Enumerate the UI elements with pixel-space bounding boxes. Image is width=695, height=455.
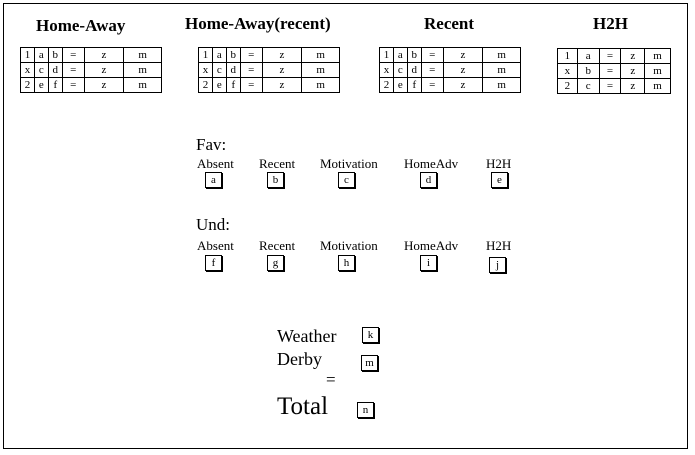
table-cell: b: [407, 48, 421, 63]
fav-factor-box-absent: a: [205, 172, 222, 188]
table-cell: m: [483, 78, 521, 93]
table-row: [199, 63, 340, 78]
table-cell: m: [483, 63, 521, 78]
fav-factor-box-homeadv: d: [420, 172, 437, 188]
und-factor-label-recent: Recent: [259, 238, 296, 253]
table-cell: e: [212, 78, 226, 93]
table-cell: m: [645, 79, 671, 94]
table-row: [199, 78, 340, 93]
table-cell: =: [421, 63, 443, 78]
table-cell: d: [48, 63, 62, 78]
table-cell: c: [577, 79, 599, 94]
und-factor-label-h2h: H2H: [486, 238, 512, 253]
weather-box: k: [362, 327, 379, 343]
table-cell: z: [84, 63, 124, 78]
table-cell: z: [443, 78, 483, 93]
fav-factor-box-recent: b: [267, 172, 284, 188]
table-row: [558, 79, 671, 94]
table-cell: 1: [380, 48, 394, 63]
equals-sign: =: [326, 370, 336, 389]
table-cell: m: [124, 78, 162, 93]
table-cell: z: [621, 79, 645, 94]
und-factor-box-recent: g: [267, 255, 284, 271]
fav-factor-label-homeadv: HomeAdv: [404, 156, 459, 171]
table-cell: e: [393, 78, 407, 93]
fav-title: Fav:: [196, 135, 227, 154]
table-row: [558, 49, 671, 64]
table-row: [380, 63, 521, 78]
table-cell: m: [124, 63, 162, 78]
table-cell: 2: [558, 79, 578, 94]
table-cell: c: [34, 63, 48, 78]
und-factor-label-motivation: Motivation: [320, 238, 378, 253]
table-cell: =: [240, 63, 262, 78]
table-cell: =: [599, 49, 621, 64]
table-cell: 1: [558, 49, 578, 64]
table-title-home-away: Home-Away: [36, 16, 126, 35]
table-h2h: [557, 48, 671, 94]
table-cell: z: [84, 48, 124, 63]
table-cell: x: [199, 63, 213, 78]
table-cell: 1: [199, 48, 213, 63]
table-cell: z: [443, 48, 483, 63]
table-cell: z: [262, 63, 302, 78]
derby-box: m: [361, 355, 378, 371]
table-cell: c: [393, 63, 407, 78]
fav-factor-box-motivation: c: [338, 172, 355, 188]
table-cell: m: [645, 64, 671, 79]
table-cell: =: [599, 79, 621, 94]
weather-label: Weather: [277, 326, 337, 346]
fav-factor-box-h2h: e: [491, 172, 508, 188]
total-box: n: [357, 402, 374, 418]
table-cell: 1: [21, 48, 35, 63]
und-factor-label-homeadv: HomeAdv: [404, 238, 459, 253]
table-cell: m: [124, 48, 162, 63]
table-cell: =: [421, 48, 443, 63]
table-cell: f: [48, 78, 62, 93]
table-cell: a: [577, 49, 599, 64]
table-cell: z: [262, 78, 302, 93]
table-home-away: [20, 47, 162, 93]
fav-factor-label-motivation: Motivation: [320, 156, 378, 171]
und-factor-box-absent: f: [205, 255, 222, 271]
table-cell: =: [240, 48, 262, 63]
table-row: [199, 48, 340, 63]
table-cell: a: [393, 48, 407, 63]
table-cell: m: [302, 78, 340, 93]
total-label: Total: [277, 393, 329, 420]
table-cell: 2: [21, 78, 35, 93]
table-cell: e: [34, 78, 48, 93]
table-title-recent: Recent: [424, 14, 475, 33]
table-recent: [379, 47, 521, 93]
table-cell: z: [84, 78, 124, 93]
table-cell: z: [262, 48, 302, 63]
table-cell: =: [62, 48, 84, 63]
table-cell: =: [240, 78, 262, 93]
und-factor-box-h2h: j: [489, 257, 506, 273]
table-cell: =: [421, 78, 443, 93]
table-cell: 2: [380, 78, 394, 93]
table-title-home-away-recent: Home-Away(recent): [185, 14, 331, 33]
table-row: [558, 64, 671, 79]
table-cell: c: [212, 63, 226, 78]
table-cell: f: [226, 78, 240, 93]
table-title-h2h: H2H: [593, 14, 628, 33]
table-cell: x: [558, 64, 578, 79]
table-home-away-recent: [198, 47, 340, 93]
table-row: [21, 63, 162, 78]
fav-factor-label-recent: Recent: [259, 156, 296, 171]
table-cell: m: [645, 49, 671, 64]
und-factor-box-motivation: h: [338, 255, 355, 271]
table-row: [380, 48, 521, 63]
derby-label: Derby: [277, 349, 322, 369]
und-factor-label-absent: Absent: [197, 238, 234, 253]
table-cell: f: [407, 78, 421, 93]
fav-factor-label-absent: Absent: [197, 156, 234, 171]
table-cell: m: [483, 48, 521, 63]
table-cell: m: [302, 63, 340, 78]
table-cell: 2: [199, 78, 213, 93]
table-cell: =: [599, 64, 621, 79]
table-cell: a: [212, 48, 226, 63]
fav-factor-label-h2h: H2H: [486, 156, 512, 171]
und-title: Und:: [196, 215, 230, 234]
table-cell: a: [34, 48, 48, 63]
table-cell: z: [443, 63, 483, 78]
table-cell: b: [48, 48, 62, 63]
table-cell: d: [407, 63, 421, 78]
table-row: [380, 78, 521, 93]
und-factor-box-homeadv: i: [420, 255, 437, 271]
table-cell: z: [621, 64, 645, 79]
table-cell: z: [621, 49, 645, 64]
table-row: [21, 78, 162, 93]
table-cell: b: [226, 48, 240, 63]
table-cell: =: [62, 78, 84, 93]
table-cell: m: [302, 48, 340, 63]
table-cell: b: [577, 64, 599, 79]
table-row: [21, 48, 162, 63]
table-cell: x: [380, 63, 394, 78]
table-cell: =: [62, 63, 84, 78]
table-cell: d: [226, 63, 240, 78]
table-cell: x: [21, 63, 35, 78]
